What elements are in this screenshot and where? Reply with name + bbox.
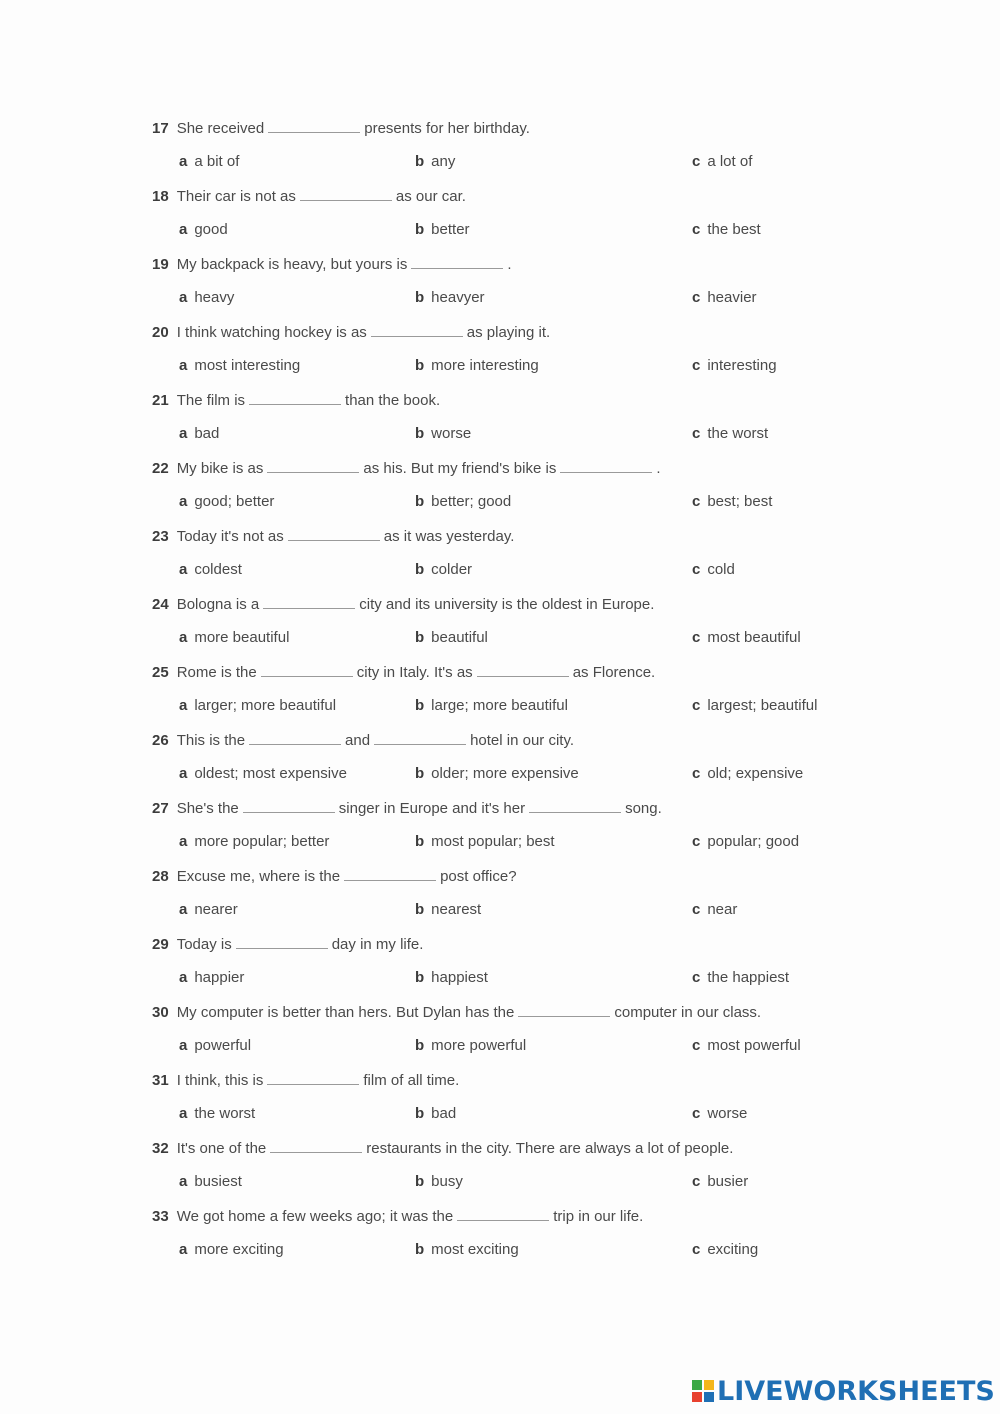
question-text: My backpack is heavy, but yours is xyxy=(176,256,408,273)
answer-blank[interactable] xyxy=(371,323,463,337)
option-text: better xyxy=(431,221,470,238)
option-letter: b xyxy=(415,833,425,850)
option-letter: a xyxy=(179,901,188,918)
option-letter: a xyxy=(179,969,188,986)
option-c[interactable] xyxy=(692,559,735,581)
question-stem xyxy=(152,798,662,820)
question-number: 27 xyxy=(152,800,169,817)
question-text: as our car. xyxy=(395,188,466,205)
option-c[interactable] xyxy=(692,287,757,309)
logo-square-1 xyxy=(692,1380,702,1390)
answer-blank[interactable] xyxy=(263,595,355,609)
option-b[interactable] xyxy=(415,831,555,853)
question-number: 23 xyxy=(152,528,169,545)
option-text: largest; beautiful xyxy=(707,697,818,714)
question-number: 17 xyxy=(152,120,169,137)
option-text: the best xyxy=(707,221,761,238)
option-letter: b xyxy=(415,1241,425,1258)
question-stem xyxy=(152,730,574,752)
question-item xyxy=(0,1002,1000,1070)
option-b[interactable] xyxy=(415,423,471,445)
question-item xyxy=(0,1070,1000,1138)
option-letter: c xyxy=(692,221,701,238)
option-letter: b xyxy=(415,1105,425,1122)
option-c[interactable] xyxy=(692,1239,758,1261)
option-text: most exciting xyxy=(431,1241,519,1258)
liveworksheets-logo xyxy=(692,1374,995,1408)
answer-blank[interactable] xyxy=(344,867,436,881)
option-text: coldest xyxy=(194,561,242,578)
option-b[interactable] xyxy=(415,763,579,785)
question-number: 32 xyxy=(152,1140,169,1157)
option-letter: c xyxy=(692,765,701,782)
option-text: more popular; better xyxy=(194,833,330,850)
option-b[interactable] xyxy=(415,559,472,581)
answer-blank[interactable] xyxy=(411,255,503,269)
option-letter: c xyxy=(692,969,701,986)
option-c[interactable] xyxy=(692,763,803,785)
option-c[interactable] xyxy=(692,1035,801,1057)
option-letter: a xyxy=(179,1241,188,1258)
question-text: and xyxy=(345,732,371,749)
question-stem xyxy=(152,1138,733,1160)
question-text: presents for her birthday. xyxy=(364,120,530,137)
answer-blank[interactable] xyxy=(300,187,392,201)
question-item xyxy=(0,254,1000,322)
question-text: day in my life. xyxy=(331,936,424,953)
option-c[interactable] xyxy=(692,491,772,513)
option-letter: a xyxy=(179,289,188,306)
question-number: 31 xyxy=(152,1072,169,1089)
option-letter: a xyxy=(179,1037,188,1054)
answer-blank[interactable] xyxy=(374,731,466,745)
logo-square-2 xyxy=(704,1380,714,1390)
option-letter: a xyxy=(179,357,188,374)
answer-blank[interactable] xyxy=(249,731,341,745)
option-b[interactable] xyxy=(415,287,485,309)
option-text: nearest xyxy=(431,901,482,918)
question-text: post office? xyxy=(440,868,517,885)
option-text: more interesting xyxy=(431,357,539,374)
question-text: Rome is the xyxy=(176,664,257,681)
option-c[interactable] xyxy=(692,831,799,853)
option-b[interactable] xyxy=(415,491,511,513)
question-item xyxy=(0,322,1000,390)
question-number: 22 xyxy=(152,460,169,477)
logo-text: LIVEWORKSHEETS xyxy=(717,1375,995,1407)
question-text: as playing it. xyxy=(466,324,551,341)
option-text: cold xyxy=(707,561,735,578)
option-text: powerful xyxy=(194,1037,252,1054)
question-item xyxy=(0,730,1000,798)
question-text: as his. But my friend's bike is xyxy=(363,460,557,477)
option-a[interactable] xyxy=(179,763,347,785)
question-stem xyxy=(152,118,530,140)
option-letter: c xyxy=(692,833,701,850)
option-a[interactable] xyxy=(179,1035,251,1057)
option-text: exciting xyxy=(707,1241,759,1258)
option-letter: c xyxy=(692,1037,701,1054)
option-a[interactable] xyxy=(179,1103,255,1125)
option-letter: c xyxy=(692,289,701,306)
option-letter: a xyxy=(179,561,188,578)
option-text: oldest; most expensive xyxy=(194,765,347,782)
option-c[interactable] xyxy=(692,1171,748,1193)
option-letter: c xyxy=(692,357,701,374)
question-item xyxy=(0,934,1000,1002)
question-text: It's one of the xyxy=(176,1140,267,1157)
option-text: the worst xyxy=(194,1105,256,1122)
question-stem xyxy=(152,186,466,208)
option-b[interactable] xyxy=(415,967,488,989)
option-c[interactable] xyxy=(692,627,801,649)
option-text: heavy xyxy=(194,289,235,306)
option-a[interactable] xyxy=(179,627,289,649)
option-text: nearer xyxy=(194,901,238,918)
question-text: film of all time. xyxy=(363,1072,460,1089)
question-text: I think, this is xyxy=(176,1072,264,1089)
question-item xyxy=(0,798,1000,866)
question-number: 18 xyxy=(152,188,169,205)
option-b[interactable] xyxy=(415,355,539,377)
answer-blank[interactable] xyxy=(267,1071,359,1085)
option-letter: a xyxy=(179,833,188,850)
answer-blank[interactable] xyxy=(477,663,569,677)
option-letter: c xyxy=(692,493,701,510)
question-number: 19 xyxy=(152,256,169,273)
option-text: more beautiful xyxy=(194,629,290,646)
option-c[interactable] xyxy=(692,967,789,989)
answer-blank[interactable] xyxy=(518,1003,610,1017)
question-stem xyxy=(152,1002,761,1024)
option-text: a bit of xyxy=(194,153,240,170)
question-number: 25 xyxy=(152,664,169,681)
option-letter: a xyxy=(179,629,188,646)
question-text: hotel in our city. xyxy=(470,732,575,749)
question-text: My bike is as xyxy=(176,460,264,477)
option-letter: a xyxy=(179,765,188,782)
option-b[interactable] xyxy=(415,151,455,173)
option-a[interactable] xyxy=(179,559,242,581)
option-text: bad xyxy=(194,425,220,442)
question-number: 33 xyxy=(152,1208,169,1225)
option-b[interactable] xyxy=(415,219,470,241)
logo-mark-icon xyxy=(692,1380,714,1402)
option-b[interactable] xyxy=(415,1035,526,1057)
option-letter: c xyxy=(692,561,701,578)
option-letter: c xyxy=(692,1241,701,1258)
option-letter: c xyxy=(692,1173,701,1190)
option-text: most beautiful xyxy=(707,629,801,646)
answer-blank[interactable] xyxy=(270,1139,362,1153)
answer-blank[interactable] xyxy=(529,799,621,813)
question-stem xyxy=(152,390,440,412)
option-a[interactable] xyxy=(179,287,234,309)
option-letter: a xyxy=(179,1105,188,1122)
option-a[interactable] xyxy=(179,1239,284,1261)
answer-blank[interactable] xyxy=(288,527,380,541)
question-number: 20 xyxy=(152,324,169,341)
option-letter: c xyxy=(692,697,701,714)
question-text: trip in our life. xyxy=(553,1208,644,1225)
question-stem xyxy=(152,866,517,888)
question-item xyxy=(0,1206,1000,1274)
question-number: 21 xyxy=(152,392,169,409)
option-text: beautiful xyxy=(431,629,488,646)
option-b[interactable] xyxy=(415,695,568,717)
option-text: older; more expensive xyxy=(431,765,579,782)
option-text: busier xyxy=(707,1173,749,1190)
option-text: bad xyxy=(431,1105,457,1122)
option-text: the worst xyxy=(707,425,769,442)
question-stem xyxy=(152,254,512,276)
option-letter: b xyxy=(415,493,425,510)
question-number: 30 xyxy=(152,1004,169,1021)
option-letter: a xyxy=(179,425,188,442)
answer-blank[interactable] xyxy=(261,663,353,677)
question-stem xyxy=(152,458,661,480)
option-a[interactable] xyxy=(179,423,219,445)
option-letter: a xyxy=(179,697,188,714)
answer-blank[interactable] xyxy=(236,935,328,949)
question-text: city in Italy. It's as xyxy=(356,664,473,681)
question-text: computer in our class. xyxy=(614,1004,762,1021)
option-letter: b xyxy=(415,969,425,986)
question-text: . xyxy=(656,460,661,477)
question-text: The film is xyxy=(176,392,246,409)
option-a[interactable] xyxy=(179,831,329,853)
question-text: song. xyxy=(625,800,662,817)
option-b[interactable] xyxy=(415,627,488,649)
option-a[interactable] xyxy=(179,151,239,173)
question-stem xyxy=(152,1206,643,1228)
question-item xyxy=(0,866,1000,934)
question-text: She received xyxy=(176,120,265,137)
answer-blank[interactable] xyxy=(243,799,335,813)
question-number: 29 xyxy=(152,936,169,953)
option-c[interactable] xyxy=(692,899,737,921)
question-text: as it was yesterday. xyxy=(383,528,515,545)
option-text: colder xyxy=(431,561,473,578)
question-text: than the book. xyxy=(345,392,441,409)
question-number: 26 xyxy=(152,732,169,749)
option-letter: a xyxy=(179,221,188,238)
question-text: Their car is not as xyxy=(176,188,296,205)
option-letter: b xyxy=(415,357,425,374)
option-text: best; best xyxy=(707,493,773,510)
question-number: 28 xyxy=(152,868,169,885)
option-letter: b xyxy=(415,153,425,170)
option-letter: c xyxy=(692,901,701,918)
question-text: This is the xyxy=(176,732,246,749)
question-text: Excuse me, where is the xyxy=(176,868,341,885)
question-text: Today it's not as xyxy=(176,528,284,545)
question-text: I think watching hockey is as xyxy=(176,324,367,341)
option-text: worse xyxy=(431,425,472,442)
question-item xyxy=(0,1138,1000,1206)
option-text: popular; good xyxy=(707,833,800,850)
option-letter: a xyxy=(179,493,188,510)
answer-blank[interactable] xyxy=(268,119,360,133)
option-text: a lot of xyxy=(707,153,753,170)
option-text: heavyer xyxy=(431,289,485,306)
option-letter: c xyxy=(692,629,701,646)
option-c[interactable] xyxy=(692,151,752,173)
question-item xyxy=(0,594,1000,662)
option-a[interactable] xyxy=(179,219,228,241)
option-text: large; more beautiful xyxy=(431,697,568,714)
option-c[interactable] xyxy=(692,219,761,241)
option-text: most powerful xyxy=(707,1037,801,1054)
option-letter: b xyxy=(415,425,425,442)
question-text: . xyxy=(507,256,512,273)
question-text: Today is xyxy=(176,936,232,953)
option-letter: a xyxy=(179,153,188,170)
option-text: near xyxy=(707,901,738,918)
question-item xyxy=(0,390,1000,458)
option-letter: c xyxy=(692,1105,701,1122)
option-text: busy xyxy=(431,1173,463,1190)
option-b[interactable] xyxy=(415,1103,456,1125)
option-text: better; good xyxy=(431,493,512,510)
option-a[interactable] xyxy=(179,695,336,717)
question-stem xyxy=(152,594,654,616)
option-text: interesting xyxy=(707,357,777,374)
option-text: larger; more beautiful xyxy=(194,697,337,714)
question-stem xyxy=(152,662,655,684)
option-letter: b xyxy=(415,629,425,646)
option-c[interactable] xyxy=(692,355,777,377)
option-text: most popular; best xyxy=(431,833,555,850)
option-text: happier xyxy=(194,969,245,986)
question-text: restaurants in the city. There are always a lot of people. xyxy=(366,1140,734,1157)
answer-blank[interactable] xyxy=(560,459,652,473)
option-text: heavier xyxy=(707,289,757,306)
question-text: Bologna is a xyxy=(176,596,260,613)
question-stem xyxy=(152,934,423,956)
option-c[interactable] xyxy=(692,423,768,445)
option-letter: a xyxy=(179,1173,188,1190)
question-item xyxy=(0,186,1000,254)
question-text: as Florence. xyxy=(572,664,656,681)
option-a[interactable] xyxy=(179,491,274,513)
option-letter: b xyxy=(415,1173,425,1190)
logo-square-4 xyxy=(704,1392,714,1402)
option-a[interactable] xyxy=(179,967,244,989)
question-text: She's the xyxy=(176,800,239,817)
option-letter: b xyxy=(415,697,425,714)
option-b[interactable] xyxy=(415,899,481,921)
option-text: good; better xyxy=(194,493,275,510)
question-text: city and its university is the oldest in Europe. xyxy=(359,596,655,613)
question-text: My computer is better than hers. But Dylan has the xyxy=(176,1004,515,1021)
question-item xyxy=(0,662,1000,730)
option-a[interactable] xyxy=(179,355,300,377)
answer-blank[interactable] xyxy=(457,1207,549,1221)
option-text: the happiest xyxy=(707,969,790,986)
option-b[interactable] xyxy=(415,1239,519,1261)
option-c[interactable] xyxy=(692,695,817,717)
option-text: most interesting xyxy=(194,357,301,374)
question-stem xyxy=(152,526,514,548)
option-text: busiest xyxy=(194,1173,242,1190)
option-text: more exciting xyxy=(194,1241,284,1258)
question-stem xyxy=(152,1070,459,1092)
question-item xyxy=(0,118,1000,186)
answer-blank[interactable] xyxy=(249,391,341,405)
option-text: worse xyxy=(707,1105,748,1122)
option-letter: b xyxy=(415,901,425,918)
option-text: more powerful xyxy=(431,1037,527,1054)
logo-square-3 xyxy=(692,1392,702,1402)
option-a[interactable] xyxy=(179,899,238,921)
option-c[interactable] xyxy=(692,1103,747,1125)
option-letter: b xyxy=(415,1037,425,1054)
question-stem xyxy=(152,322,550,344)
question-number: 24 xyxy=(152,596,169,613)
option-letter: c xyxy=(692,153,701,170)
option-text: happiest xyxy=(431,969,488,986)
option-a[interactable] xyxy=(179,1171,242,1193)
option-letter: b xyxy=(415,765,425,782)
option-text: old; expensive xyxy=(707,765,804,782)
option-b[interactable] xyxy=(415,1171,463,1193)
question-text: We got home a few weeks ago; it was the xyxy=(176,1208,454,1225)
option-text: good xyxy=(194,221,228,238)
option-letter: b xyxy=(415,221,425,238)
option-letter: c xyxy=(692,425,701,442)
answer-blank[interactable] xyxy=(267,459,359,473)
question-item xyxy=(0,526,1000,594)
option-letter: b xyxy=(415,561,425,578)
question-item xyxy=(0,458,1000,526)
option-letter: b xyxy=(415,289,425,306)
option-text: any xyxy=(431,153,456,170)
question-text: singer in Europe and it's her xyxy=(338,800,526,817)
